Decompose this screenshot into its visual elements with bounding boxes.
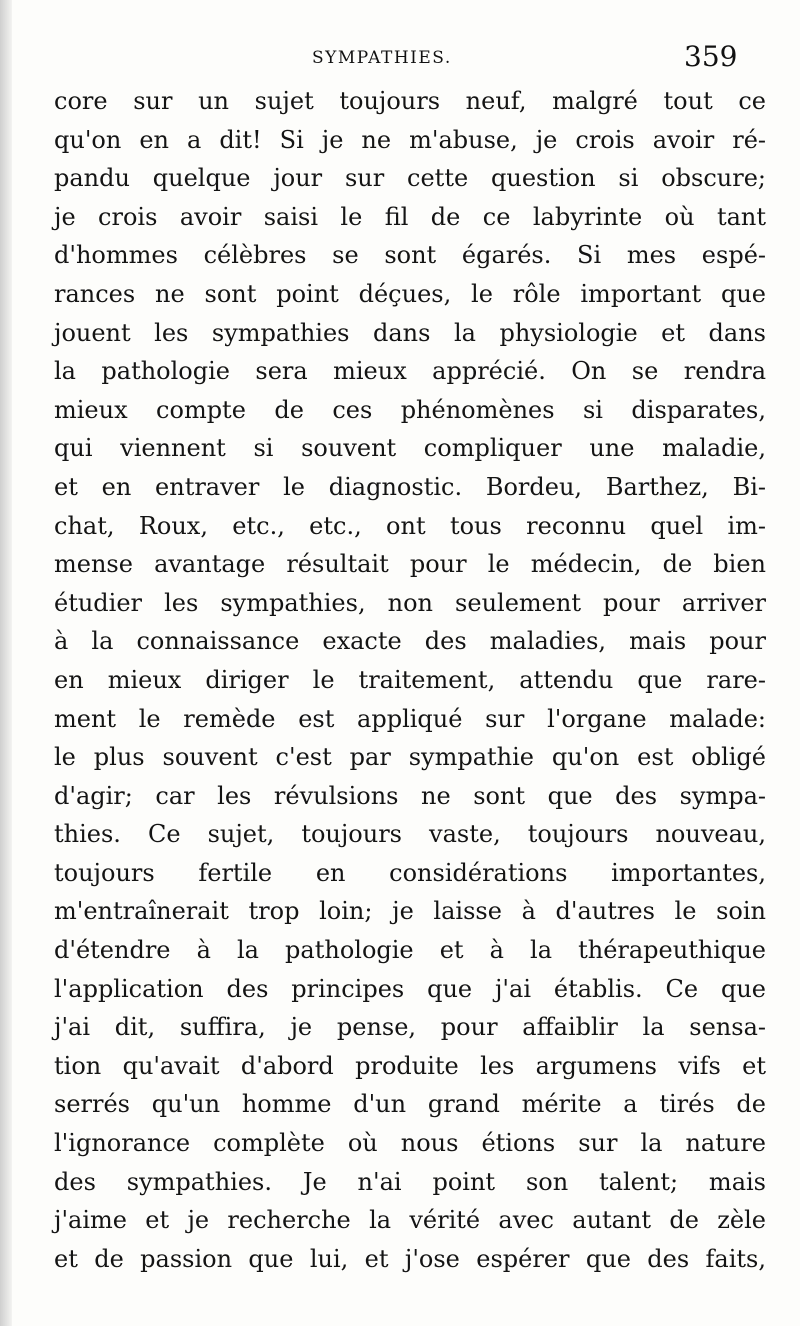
page-number: 359 bbox=[684, 40, 738, 73]
text-line: en mieux diriger le traitement, attendu que rare- bbox=[54, 665, 766, 694]
text-line: j'ai dit, suffira, je pense, pour affaiblir la sensa- bbox=[54, 1013, 766, 1042]
text-line: la pathologie sera mieux apprécié. On se rendra bbox=[54, 357, 766, 386]
text-line: qui viennent si souvent compliquer une maladie, bbox=[54, 434, 766, 463]
text-line: l'ignorance complète où nous étions sur la nature bbox=[54, 1129, 766, 1158]
text-line: j'aime et je recherche la vérité avec autant de zèle bbox=[54, 1206, 766, 1235]
text-line: et en entraver le diagnostic. Bordeu, Barthez, Bi- bbox=[54, 472, 766, 501]
text-line: mense avantage résultait pour le médecin, de bien bbox=[54, 550, 766, 579]
text-line: d'étendre à la pathologie et à la thérapeuthique bbox=[54, 936, 766, 965]
text-line: mieux compte de ces phénomènes si disparates, bbox=[54, 395, 766, 424]
text-line: tion qu'avait d'abord produite les argumens vifs et bbox=[54, 1051, 766, 1080]
body-text bbox=[54, 82, 766, 1278]
text-line: étudier les sympathies, non seulement pour arriver bbox=[54, 588, 766, 617]
text-line: et de passion que lui, et j'ose espérer que des faits, bbox=[54, 1244, 766, 1273]
text-line: des sympathies. Je n'ai point son talent; mais bbox=[54, 1167, 766, 1196]
text-line: le plus souvent c'est par sympathie qu'on est obligé bbox=[54, 743, 766, 772]
text-line: thies. Ce sujet, toujours vaste, toujours nouveau, bbox=[54, 820, 766, 849]
running-title: SYMPATHIES. bbox=[312, 48, 452, 68]
text-line: je crois avoir saisi le fil de ce labyrinte où tant bbox=[54, 202, 766, 231]
text-line: ment le remède est appliqué sur l'organe malade: bbox=[54, 704, 766, 733]
text-line: pandu quelque jour sur cette question si obscure; bbox=[54, 164, 766, 193]
page-gutter-shadow bbox=[0, 0, 12, 1326]
text-line: m'entraînerait trop loin; je laisse à d'autres le soin bbox=[54, 897, 766, 926]
text-line: l'application des principes que j'ai établis. Ce que bbox=[54, 974, 766, 1003]
text-line: rances ne sont point déçues, le rôle important que bbox=[54, 279, 766, 308]
text-line: jouent les sympathies dans la physiologie et dans bbox=[54, 318, 766, 347]
text-line: d'hommes célèbres se sont égarés. Si mes espé- bbox=[54, 241, 766, 270]
text-line: d'agir; car les révulsions ne sont que des sympa- bbox=[54, 781, 766, 810]
text-line: serrés qu'un homme d'un grand mérite a tirés de bbox=[54, 1090, 766, 1119]
text-line: toujours fertile en considérations importantes, bbox=[54, 858, 766, 887]
text-line: core sur un sujet toujours neuf, malgré tout ce bbox=[54, 87, 766, 115]
text-line: qu'on en a dit! Si je ne m'abuse, je crois avoir ré- bbox=[54, 125, 766, 154]
text-line: chat, Roux, etc., etc., ont tous reconnu quel im- bbox=[54, 511, 766, 540]
text-line: à la connaissance exacte des maladies, mais pour bbox=[54, 627, 766, 656]
